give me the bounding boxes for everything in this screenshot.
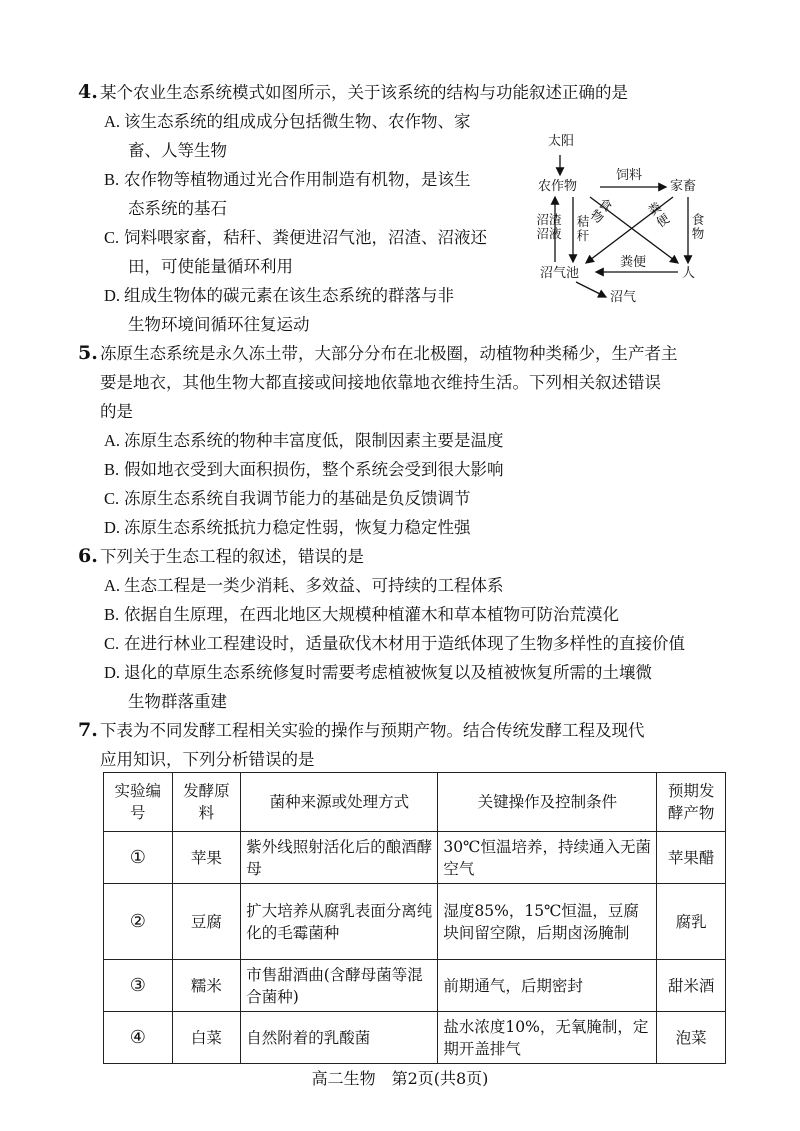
cell-number: ① [104, 832, 173, 884]
q4-option-d-cont: 生物环境间循环往复运动 [128, 315, 310, 334]
q5-option-d [104, 513, 471, 542]
cell-operation: 盐水浓度10%，无氧腌制，定期开盖排气 [438, 1012, 657, 1064]
option-text: 生态工程是一类少消耗、多效益、可持续的工程体系 [124, 576, 504, 595]
header-cell: 发酵原料 [172, 773, 241, 832]
question-5-number: 5. [78, 342, 98, 364]
question-5-line2: 要是地衣，其他生物大都直接或间接地依靠地衣维持生活。下列相关叙述错误 [100, 373, 661, 392]
experiment-table [103, 772, 726, 1064]
question-6 [78, 542, 726, 571]
cell-source: 紫外线照射活化后的酿酒酵母 [241, 832, 438, 884]
cell-material: 豆腐 [172, 884, 241, 960]
livestock-label: 家畜 [670, 179, 697, 194]
q4-option-d [104, 281, 454, 310]
q4-option-a-cont: 畜、人等生物 [128, 141, 227, 160]
q5-option-c [104, 484, 471, 513]
header-cell: 实验编号 [104, 773, 173, 832]
option-letter: C. [104, 634, 120, 653]
question-4-stem: 某个农业生态系统模式如图所示，关于该系统的结构与功能叙述正确的是 [100, 83, 628, 102]
cell-operation: 前期通气，后期密封 [438, 960, 657, 1012]
option-text: 该生态系统的组成成分包括微生物、农作物、家 [124, 112, 471, 131]
option-letter: A. [104, 576, 121, 595]
option-letter: B. [104, 605, 120, 624]
option-text: 在进行林业工程建设时，适量砍伐木材用于造纸体现了生物多样性的直接价值 [124, 634, 685, 653]
manure-diag-label: 粪便 [645, 199, 673, 231]
q4-option-b-cont: 态系统的基石 [128, 199, 227, 218]
header-cell: 关键操作及控制条件 [438, 773, 657, 832]
question-6-number: 6. [78, 545, 98, 567]
page-footer: 高二生物 第2页(共8页) [311, 1069, 489, 1088]
straw-label: 秸秆 [576, 214, 590, 243]
option-letter: D. [104, 518, 121, 537]
option-text: 冻原生态系统抵抗力稳定性弱，恢复力稳定性强 [124, 518, 471, 537]
cell-product: 苹果醋 [657, 832, 726, 884]
cell-material: 苹果 [172, 832, 241, 884]
question-5-line3: 的是 [100, 402, 133, 421]
cell-product: 腐乳 [657, 884, 726, 960]
option-text: 冻原生态系统自我调节能力的基础是负反馈调节 [124, 489, 471, 508]
table-row [104, 1012, 726, 1064]
cell-operation: 30℃恒温培养，持续通入无菌空气 [438, 832, 657, 884]
q4-option-c-cont: 田，可使能量循环利用 [128, 257, 293, 276]
option-letter: C. [104, 489, 120, 508]
option-letter: C. [104, 228, 120, 247]
cell-material: 糯米 [172, 960, 241, 1012]
option-letter: A. [104, 431, 121, 450]
question-4-number: 4. [78, 81, 98, 103]
q6-option-a [104, 571, 504, 600]
option-text: 组成生物体的碳元素在该生态系统的群落与非 [124, 286, 454, 305]
table-row [104, 884, 726, 960]
q4-option-c [104, 223, 487, 252]
table-row [104, 832, 726, 884]
biogas-label: 沼气 [610, 290, 637, 305]
q4-option-a [104, 107, 471, 136]
option-letter: D. [104, 663, 121, 682]
option-letter: A. [104, 112, 121, 131]
option-letter: B. [104, 170, 120, 189]
q4-option-b [104, 165, 471, 194]
q5-option-a [104, 426, 504, 455]
q6-option-b [104, 600, 619, 629]
arrow-biogas [576, 282, 606, 297]
table-header-row [104, 773, 726, 832]
residue-label: 沼渣沼液 [536, 212, 562, 241]
cell-operation: 湿度85%，15℃恒温，豆腐块间留空隙，后期卤汤腌制 [438, 884, 657, 960]
q5-option-b [104, 455, 504, 484]
header-cell: 菌种来源或处理方式 [241, 773, 438, 832]
question-7 [78, 716, 726, 774]
option-text: 假如地衣受到大面积损伤，整个系统会受到很大影响 [124, 460, 504, 479]
question-5-line1: 冻原生态系统是永久冻土带，大部分分布在北极圈，动植物种类稀少，生产者主 [100, 344, 678, 363]
option-text: 饲料喂家畜，秸秆、粪便进沼气池，沼渣、沼液还 [124, 228, 487, 247]
option-text: 依据自生原理，在西北地区大规模种植灌木和草本植物可防治荒漠化 [124, 605, 619, 624]
cell-source: 市售甜酒曲(含酵母菌等混合菌种) [241, 960, 438, 1012]
cell-number: ④ [104, 1012, 173, 1064]
ecosystem-diagram [528, 125, 738, 310]
question-4 [78, 78, 726, 107]
cell-product: 甜米酒 [657, 960, 726, 1012]
cell-source: 扩大培养从腐乳表面分离纯化的毛霉菌种 [241, 884, 438, 960]
cell-source: 自然附着的乳酸菌 [241, 1012, 438, 1064]
question-7-line1: 下表为不同发酵工程相关实验的操作与预期产物。结合传统发酵工程及现代 [100, 721, 645, 740]
q6-option-c [104, 629, 685, 658]
question-7-line2: 应用知识，下列分析错误的是 [100, 750, 315, 769]
biogas-pool-label: 沼气池 [540, 266, 580, 281]
question-7-number: 7. [78, 719, 98, 741]
option-text: 农作物等植物通过光合作用制造有机物，是该生 [124, 170, 471, 189]
option-text: 冻原生态系统的物种丰富度低，限制因素主要是温度 [124, 431, 504, 450]
cell-number: ③ [104, 960, 173, 1012]
header-cell: 预期发酵产物 [657, 773, 726, 832]
human-label: 人 [682, 266, 696, 281]
question-6-stem: 下列关于生态工程的叙述，错误的是 [100, 547, 364, 566]
crops-label: 农作物 [538, 179, 578, 194]
question-5 [78, 339, 726, 426]
feed-label: 饲料 [616, 168, 643, 183]
option-text: 退化的草原生态系统修复时需要考虑植被恢复以及植被恢复所需的土壤微 [124, 663, 652, 682]
cell-number: ② [104, 884, 173, 960]
table-row [104, 960, 726, 1012]
food-diag-label: 食物 [587, 195, 615, 227]
q6-option-d-cont: 生物群落重建 [128, 692, 227, 711]
option-letter: D. [104, 286, 121, 305]
option-letter: B. [104, 460, 120, 479]
cell-material: 白菜 [172, 1012, 241, 1064]
cell-product: 泡菜 [657, 1012, 726, 1064]
manure-bottom-label: 粪便 [620, 255, 647, 270]
sun-label: 太阳 [548, 134, 575, 149]
food-right-label: 食物 [691, 212, 705, 241]
q6-option-d [104, 658, 652, 687]
